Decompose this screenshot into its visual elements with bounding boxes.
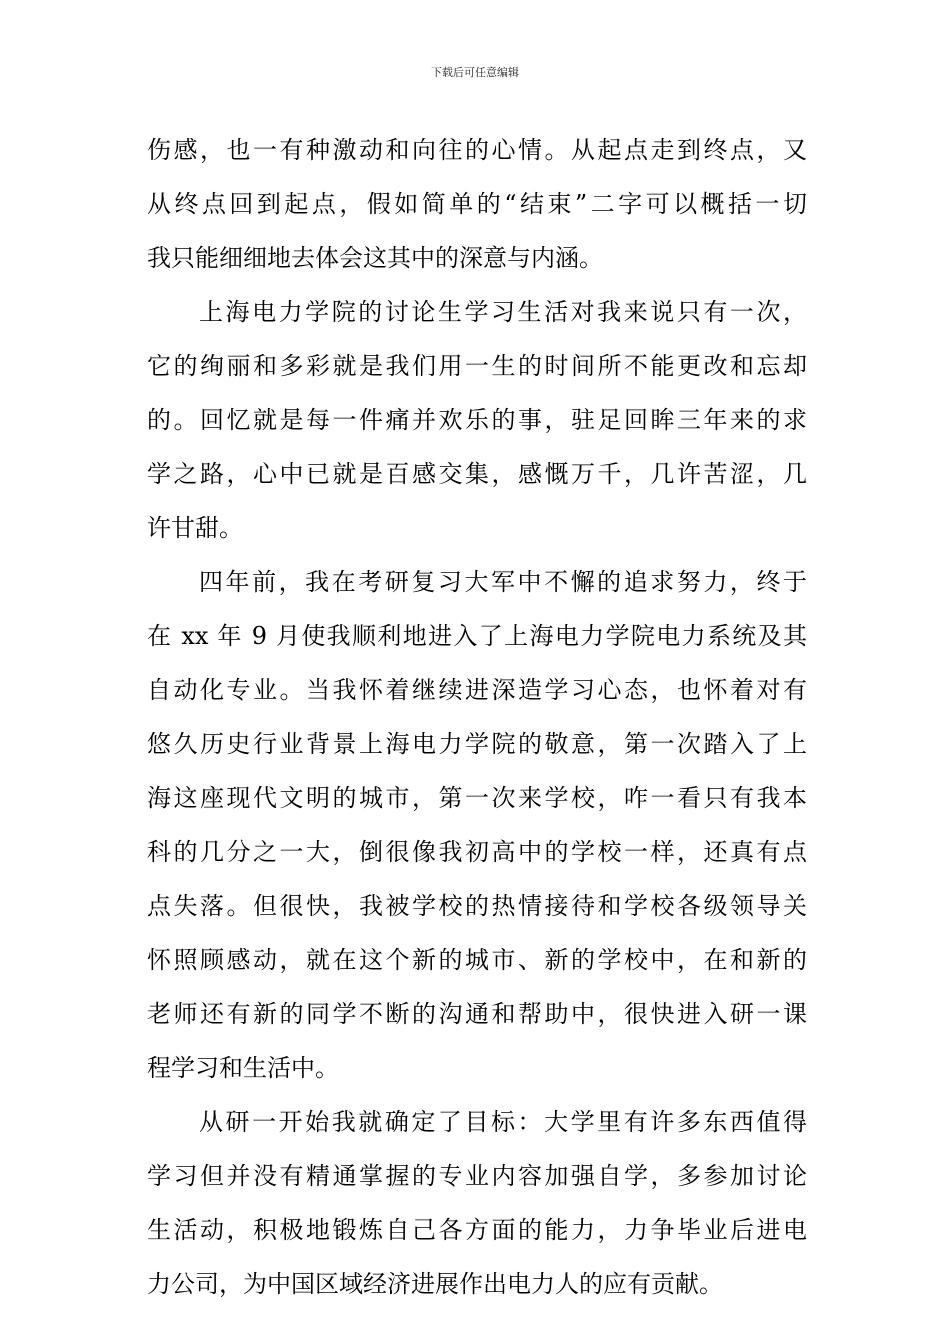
text-line: 在 xx 年 9 月使我顺利地进入了上海电力学院电力系统及其 xyxy=(147,622,807,650)
text-line: 学之路，心中已就是百感交集，感慨万千，几许苦涩，几 xyxy=(147,460,807,488)
text-line: 从终点回到起点，假如简单的“结束”二字可以概括一切 xyxy=(147,190,807,218)
text-line: 老师还有新的同学不断的沟通和帮助中，很快进入研一课 xyxy=(147,1000,807,1028)
text-line: 生活动，积极地锻炼自己各方面的能力，力争毕业后进电 xyxy=(147,1216,807,1244)
text-line: 许甘甜。 xyxy=(147,514,243,542)
paragraph xyxy=(147,285,807,555)
text-line: 上海电力学院的讨论生学习生活对我来说只有一次， xyxy=(199,298,807,326)
text-line: 怀照顾感动，就在这个新的城市、新的学校中，在和新的 xyxy=(147,946,807,974)
paragraph xyxy=(147,1095,807,1311)
text-line: 海这座现代文明的城市，第一次来学校，咋一看只有我本 xyxy=(147,784,807,812)
paragraph xyxy=(147,123,807,285)
paragraph xyxy=(147,555,807,1095)
text-line: 点失落。但很快，我被学校的热情接待和学校各级领导关 xyxy=(147,892,807,920)
text-line: 力公司，为中国区域经济进展作出电力人的应有贡献。 xyxy=(147,1270,723,1298)
document-body xyxy=(147,123,807,1311)
text-line: 科的几分之一大，倒很像我初高中的学校一样，还真有点 xyxy=(147,838,807,866)
text-line: 程学习和生活中。 xyxy=(147,1054,339,1082)
text-line: 四年前，我在考研复习大军中不懈的追求努力，终于 xyxy=(199,568,807,596)
text-line: 我只能细细地去体会这其中的深意与内涵。 xyxy=(147,244,603,272)
text-line: 它的绚丽和多彩就是我们用一生的时间所不能更改和忘却 xyxy=(147,352,807,380)
text-line: 学习但并没有精通掌握的专业内容加强自学，多参加讨论 xyxy=(147,1162,807,1190)
text-line: 自动化专业。当我怀着继续进深造学习心态，也怀着对有 xyxy=(147,676,807,704)
text-line: 悠久历史行业背景上海电力学院的敬意，第一次踏入了上 xyxy=(147,730,807,758)
text-line: 的。回忆就是每一件痛并欢乐的事，驻足回眸三年来的求 xyxy=(147,406,807,434)
text-line: 伤感，也一有种激动和向往的心情。从起点走到终点，又 xyxy=(147,136,807,164)
page-header: 下载后可任意编辑 xyxy=(431,66,519,79)
text-line: 从研一开始我就确定了目标：大学里有许多东西值得 xyxy=(199,1108,807,1136)
